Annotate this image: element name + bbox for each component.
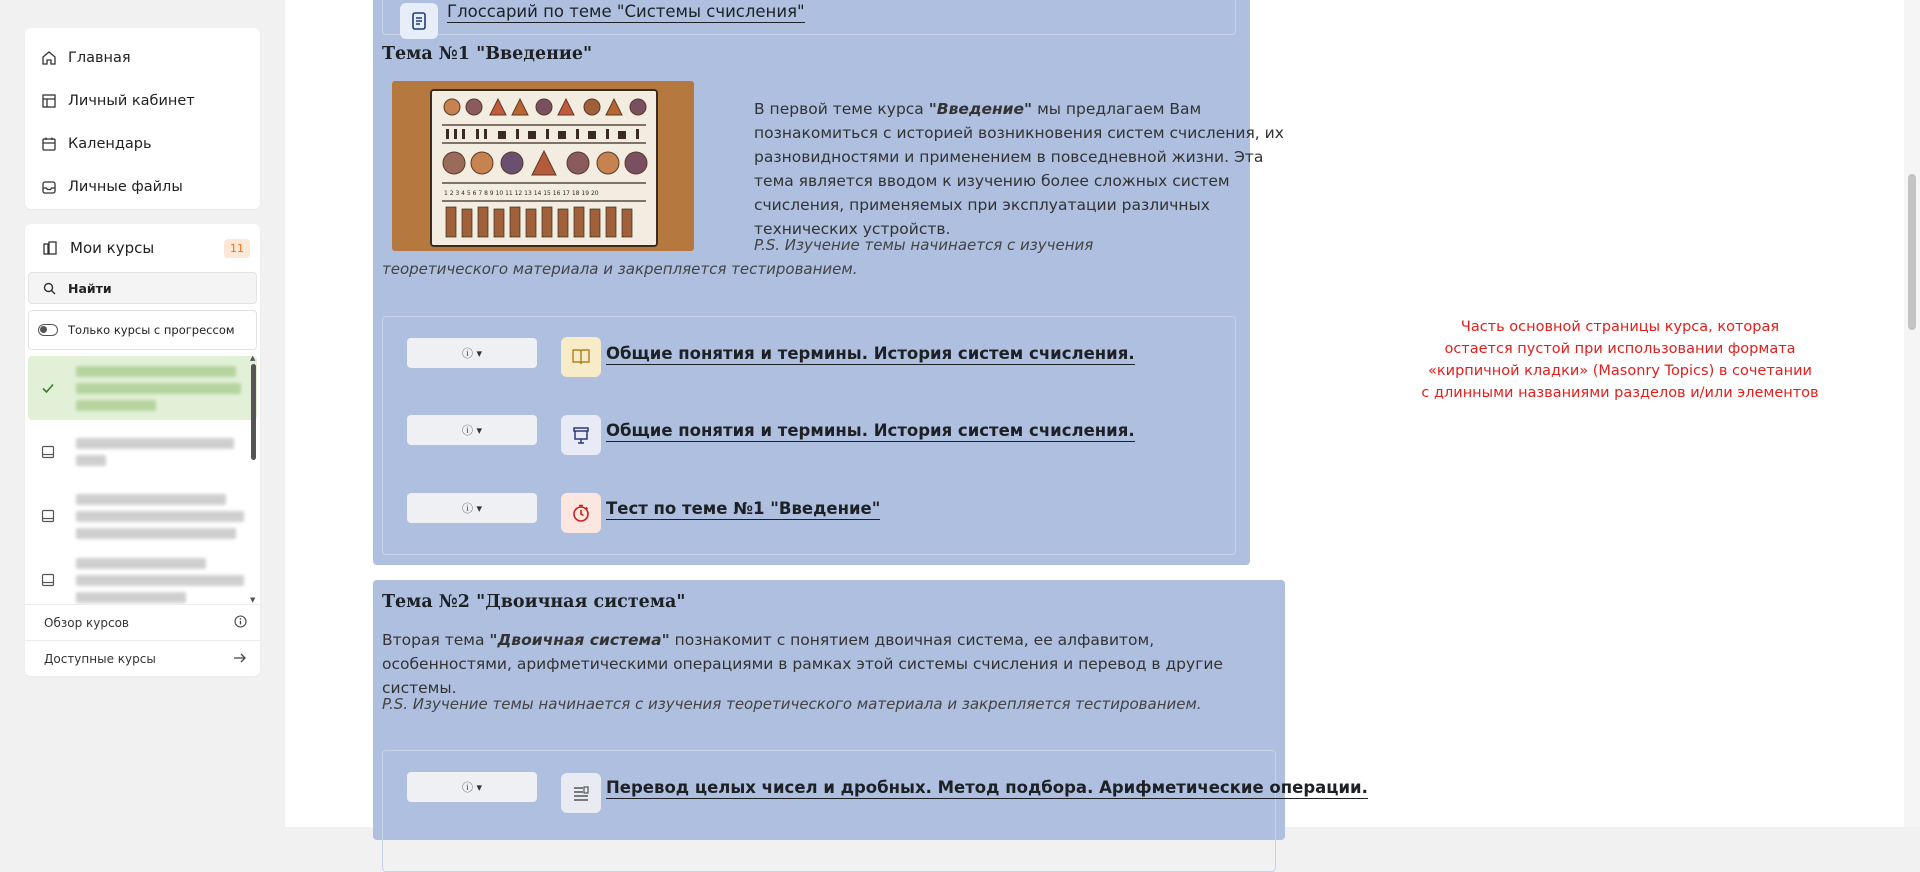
nav-item-calendar[interactable] [25, 122, 260, 165]
course-name-blurred [76, 494, 244, 539]
scroll-down-icon[interactable]: ▼ [250, 596, 256, 604]
activity-link-1[interactable]: Общие понятия и термины. История систем счисления. [606, 344, 1135, 363]
masonry-annotation [1310, 316, 1920, 404]
topic-2-ps: P.S. Изучение темы начинается с изучения теоретического материала и закрепляется тестированием. [382, 695, 1202, 713]
page-scroll-thumb[interactable] [1908, 174, 1916, 330]
topic-2-intro-before: Вторая тема [382, 631, 490, 649]
svg-text:1 2 3 4 5 6 7 8 9 10 11 12 13: 1 2 3 4 5 6 7 8 9 10 11 12 13 14 15 16 17 18 19 20 [444, 190, 599, 197]
my-courses-header[interactable] [25, 224, 260, 272]
activity-info-button[interactable] [407, 415, 537, 445]
topic-1-description [754, 97, 1294, 241]
nav-item-home[interactable] [25, 36, 260, 79]
courses-count-badge: 11 [224, 239, 250, 258]
course-main-area [285, 0, 1920, 827]
check-icon [38, 381, 58, 395]
course-overview-link[interactable] [25, 604, 260, 641]
course-list-scrollbar[interactable] [250, 356, 256, 604]
topic-2-title: Тема №2 "Двоичная система" [382, 592, 686, 612]
course-search-input[interactable] [28, 272, 257, 304]
course-list [25, 356, 260, 604]
info-icon: ⓘ ▾ [461, 781, 483, 794]
search-label: Найти [68, 280, 112, 296]
topic-2-activities [382, 750, 1368, 872]
course-item[interactable] [25, 484, 260, 548]
home-icon [41, 50, 57, 66]
course-book-icon [38, 445, 58, 459]
activity-info-button[interactable] [407, 772, 537, 802]
info-icon: ⓘ ▾ [461, 424, 483, 437]
progress-filter-toggle[interactable] [28, 310, 257, 350]
presentation-icon [561, 415, 601, 455]
my-courses-title: Мои курсы [70, 239, 155, 257]
courses-icon [42, 240, 58, 256]
page-scrollbar[interactable] [1904, 0, 1920, 827]
arrow-right-icon [233, 652, 247, 667]
primary-navigation [25, 28, 260, 209]
topic-2-section [373, 580, 1368, 840]
my-courses-panel [25, 224, 260, 676]
scroll-thumb[interactable] [251, 364, 256, 460]
topic-1-title: Тема №1 "Введение" [382, 44, 593, 64]
activity-link-4[interactable]: Перевод целых чисел и дробных. Метод подбора. Арифметические операции. [606, 778, 1368, 797]
available-courses-label: Доступные курсы [44, 652, 156, 666]
ancient-numerals-illustration [430, 89, 658, 247]
activity-info-button[interactable] [407, 338, 537, 368]
toggle-switch[interactable] [38, 324, 58, 336]
topic-2-intro-bold: "Двоичная система" [489, 631, 670, 649]
book-icon [561, 337, 601, 377]
glossary-link[interactable]: Глоссарий по теме "Системы счисления" [447, 2, 805, 21]
inbox-icon [41, 179, 57, 195]
course-name-blurred [76, 438, 234, 466]
annotation-line: «кирпичной кладки» (Masonry Topics) в сочетании [1428, 363, 1812, 379]
nav-item-label: Личный кабинет [68, 92, 195, 109]
annotation-line: остается пустой при использовании формата [1444, 341, 1796, 357]
topic-1-section [373, 0, 1284, 565]
toggle-label: Только курсы с прогрессом [68, 323, 235, 337]
search-icon [43, 282, 56, 295]
course-overview-label: Обзор курсов [44, 616, 129, 630]
info-icon: ⓘ ▾ [461, 347, 483, 360]
topic-2-description [382, 628, 1272, 700]
calendar-icon [41, 136, 57, 152]
course-item[interactable] [25, 548, 260, 604]
timer-icon [561, 493, 601, 533]
dashboard-icon [41, 93, 57, 109]
info-icon: ⓘ ▾ [461, 502, 483, 515]
nav-item-label: Главная [68, 49, 131, 66]
scroll-up-icon[interactable]: ▲ [250, 356, 256, 362]
topic-0-activity-box [382, 0, 1236, 35]
annotation-line: Часть основной страницы курса, которая [1460, 319, 1780, 335]
course-item[interactable] [25, 420, 260, 484]
nav-item-dashboard[interactable] [25, 79, 260, 122]
course-book-icon [38, 509, 58, 523]
topic-1-ps: P.S. Изучение темы начинается с изучения теоретического материала и закрепляется тестированием. [382, 236, 1094, 278]
available-courses-link[interactable] [25, 640, 260, 677]
course-book-icon [38, 573, 58, 587]
info-icon [234, 615, 247, 631]
topic-1-intro-before: В первой теме курса [754, 100, 929, 118]
activity-link-2[interactable]: Общие понятия и термины. История систем счисления. [606, 421, 1135, 440]
topic-2-intro-after: познакомит с понятием двоичная система, ее алфавитом, особенностями, арифметическими операциями в рамках этой системы счисления и перевод в другие системы. [382, 631, 1223, 697]
topic-1-image [392, 81, 694, 251]
nav-item-label: Личные файлы [68, 178, 183, 195]
course-name-blurred [76, 558, 244, 603]
annotation-line: с длинными названиями разделов и/или элементов [1421, 385, 1819, 401]
nav-item-private-files[interactable] [25, 165, 260, 208]
activity-info-button[interactable] [407, 493, 537, 523]
topic-1-activities [382, 316, 1236, 555]
topic-1-intro-bold: "Введение" [928, 100, 1033, 118]
course-name-blurred [76, 366, 241, 411]
page-icon [561, 773, 601, 813]
glossary-icon [400, 3, 438, 39]
activity-link-3[interactable]: Тест по теме №1 "Введение" [606, 499, 881, 518]
course-item[interactable] [28, 356, 257, 420]
topic-1-intro-after: мы предлагаем Вам познакомиться с историей возникновения систем счисления, их разновидностями и применением в повседневной жизни. Эта тема является вводом к изучению более сложных систем счисления, применяемых при эксплуатации различных технических устройств. [754, 100, 1284, 238]
nav-item-label: Календарь [68, 135, 152, 152]
